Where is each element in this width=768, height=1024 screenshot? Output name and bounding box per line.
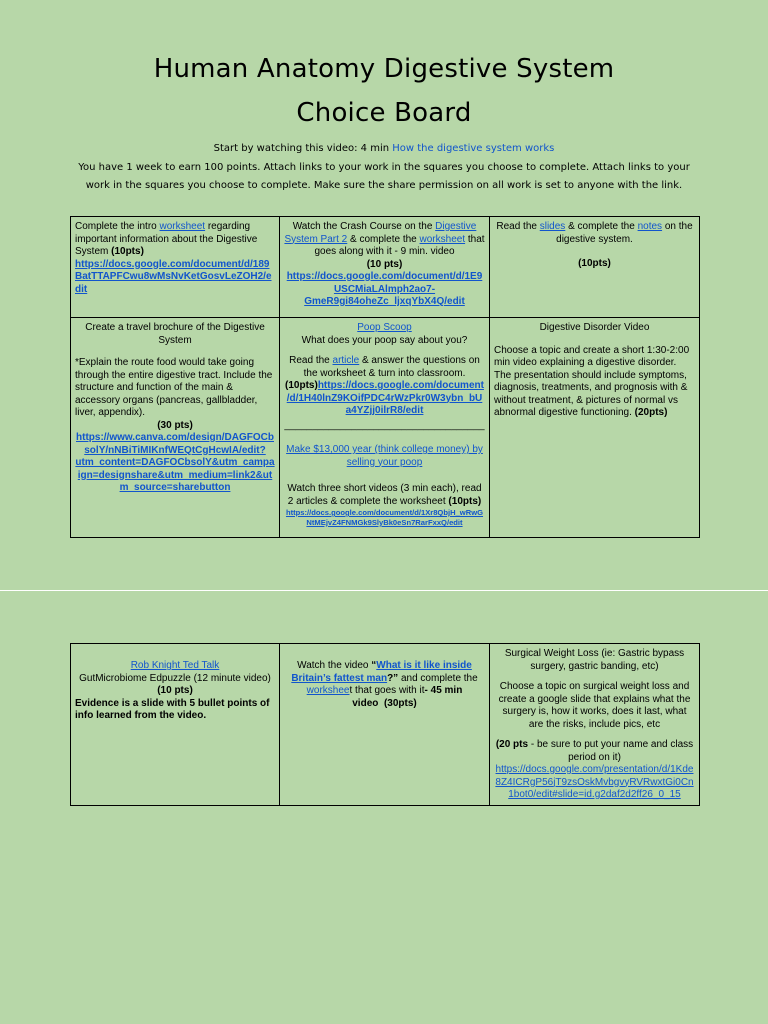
points-label: (10 pts) xyxy=(157,685,193,696)
choice-board-table-1 xyxy=(70,216,700,538)
google-doc-link[interactable]: https://docs.google.com/document/d/1E9USCMiaLAlmph2ao7-GmeR9gi84oheZc_ljxqYbX4Q/edit xyxy=(286,271,483,307)
worksheet-link[interactable]: worksheet xyxy=(419,233,466,245)
cell-instructions xyxy=(284,355,485,380)
cell-intro-worksheet xyxy=(71,217,280,318)
title-line-1: Human Anatomy Digestive System xyxy=(153,54,615,84)
board-row-3 xyxy=(71,644,700,806)
notes-link[interactable]: notes xyxy=(637,221,663,232)
cell-travel-brochure xyxy=(71,318,280,538)
article-link[interactable]: article xyxy=(332,355,360,366)
google-doc-link[interactable]: https://docs.google.com/document/d/1H40lnZ9KOifPDC4rWzPkr0W3ybn_bUa4YZjj0ilrR8/edit xyxy=(286,380,484,416)
quote-mark: ?” xyxy=(387,672,399,684)
worksheet-link[interactable]: worksheet xyxy=(159,221,206,232)
points-label: (10 pts) xyxy=(366,258,403,270)
cell-text: Watch the video xyxy=(297,660,372,671)
google-slides-link[interactable]: https://docs.google.com/presentation/d/1Kde8Z4ICRgP56jT9zsOskMvbgvyRVRwxtGi0Cn1bot0/edit#slide=id.g2daf2d2ff26_0_15 xyxy=(495,764,694,800)
cell-text: that goes along with it - 9 min. video xyxy=(314,233,485,257)
cell-text: GutMicrobiome Edpuzzle (12 minute video) xyxy=(79,672,271,684)
digestive-system-part2-link[interactable]: Digestive System Part 2 xyxy=(284,221,477,245)
cell-text: Choose a topic and create a short 1:30-2:00 min video explaining a digestive disorder. The presentation should include symptoms, diagnosis, treatments, and prognosis with & without treatment, & pictures of normal vs abnormal digestive functioning. xyxy=(494,344,690,418)
duration-label: - 45 min video xyxy=(352,685,463,709)
cell-text: and complete the xyxy=(398,672,478,684)
evidence-note: Evidence is a slide with 5 bullet points of info learned from the video. xyxy=(75,697,270,721)
points-label: (10pts) xyxy=(578,258,611,269)
points-label: (10pts) xyxy=(285,380,318,391)
cell-text: Complete the intro xyxy=(75,221,160,232)
points-label: (20 pts xyxy=(495,739,529,750)
cell-heading: Surgical Weight Loss (ie: Gastric bypass surgery, gastric banding, etc) xyxy=(504,648,685,672)
cell-text: Read the xyxy=(289,355,333,366)
board-row-1 xyxy=(71,217,700,318)
cell-text: & complete the xyxy=(347,233,420,245)
canva-design-link[interactable]: https://www.canva.com/design/DAGFOCbsolY/nNBiTiMIKnfWEQtCgHcwIA/edit?utm_content=DAGFOCbsolY&utm_campaign=designshare&utm_medium=link2&utm_source=sharebutton xyxy=(75,432,275,493)
divider: ____________________________________ xyxy=(284,419,485,431)
board-row-2 xyxy=(71,318,700,538)
intro-watch-line xyxy=(20,140,748,158)
cell-heading: Create a travel brochure of the Digestive System xyxy=(85,322,265,346)
cell-text: regarding important information about the Digestive System xyxy=(75,221,258,257)
instructions-line-1: You have 1 week to earn 100 points. Attach links to your work in the squares you choose to complete. Attach links to your xyxy=(78,162,690,173)
cell-text: on the digestive system. xyxy=(556,221,693,245)
poop-scoop-link[interactable]: Poop Scoop xyxy=(357,322,412,333)
watch-prefix: Start by watching this video: 4 min xyxy=(213,143,393,154)
cell-instructions-2 xyxy=(284,483,485,508)
ted-talk-link[interactable]: Rob Knight Ted Talk xyxy=(130,660,220,671)
points-label: (10pts) xyxy=(448,495,482,507)
cell-text: Watch the Crash Course on the xyxy=(292,221,436,232)
quote-mark: “ xyxy=(371,660,377,671)
instructions-line-2: work in the squares you choose to complete. Make sure the share permission on all work is set to anyone with the link. xyxy=(85,180,683,191)
sell-poop-link[interactable]: Make $13,000 year (think college money) by selling your poop xyxy=(286,444,483,468)
cell-ted-talk xyxy=(71,644,280,806)
slides-link[interactable]: slides xyxy=(539,221,566,232)
points-label: (30 pts) xyxy=(157,419,193,431)
cell-poop-scoop xyxy=(280,318,490,538)
cell-question: What does your poop say about you? xyxy=(301,334,468,346)
cell-text: Watch three short videos (3 min each), read 2 articles & complete the worksheet xyxy=(287,483,482,507)
page-divider xyxy=(0,590,768,591)
points-label: (30pts) xyxy=(383,697,417,709)
cell-text: Read the xyxy=(496,221,540,232)
cell-slides-notes xyxy=(490,217,700,318)
cell-body xyxy=(494,345,695,420)
worksheet-link[interactable]: workshee xyxy=(306,685,350,696)
cell-heading: Digestive Disorder Video xyxy=(539,322,650,333)
points-label: (20pts) xyxy=(634,407,668,418)
points-label: (10pts) xyxy=(111,246,144,257)
digestive-video-link[interactable]: How the digestive system works xyxy=(392,143,555,154)
cell-text: - be sure to put your name and class period on it) xyxy=(528,739,694,763)
cell-crash-course xyxy=(280,217,490,318)
cell-surgical-weight-loss xyxy=(490,644,700,806)
cell-text: & answer the questions on the worksheet & turn into classroom. xyxy=(303,355,480,379)
fattest-man-video-link[interactable]: What is it like inside Britain’s fattest man xyxy=(291,660,472,684)
cell-text: t that goes with it xyxy=(349,685,425,696)
cell-points-note xyxy=(494,739,695,764)
cell-fattest-man xyxy=(280,644,490,806)
google-doc-link[interactable]: https://docs.google.com/document/d/1Xr8QbjH_wRwGNtMEjvZ4FNMGk9SlyBk0eSn7RarFxxQ/edit xyxy=(285,508,484,527)
choice-board-table-2 xyxy=(70,643,700,806)
cell-points-url xyxy=(284,380,485,418)
cell-text: & complete the xyxy=(565,221,638,232)
cell-disorder-video xyxy=(490,318,700,538)
title-line-2: Choice Board xyxy=(296,98,472,128)
cell-body: Choose a topic on surgical weight loss and create a google slide that explains what the surgery is, how it works, does it last, what are the risks, include pics, etc xyxy=(498,681,691,730)
cell-body: *Explain the route food would take going through the entire digestive tract. Include the structure and function of the main & accessory organs (pancreas, gallbladder, liver, appendix). xyxy=(75,357,273,418)
google-doc-link[interactable]: https://docs.google.com/document/d/189BatTTAPFCwu8wMsNvKetGosvLeZOH2/edit xyxy=(75,258,272,295)
